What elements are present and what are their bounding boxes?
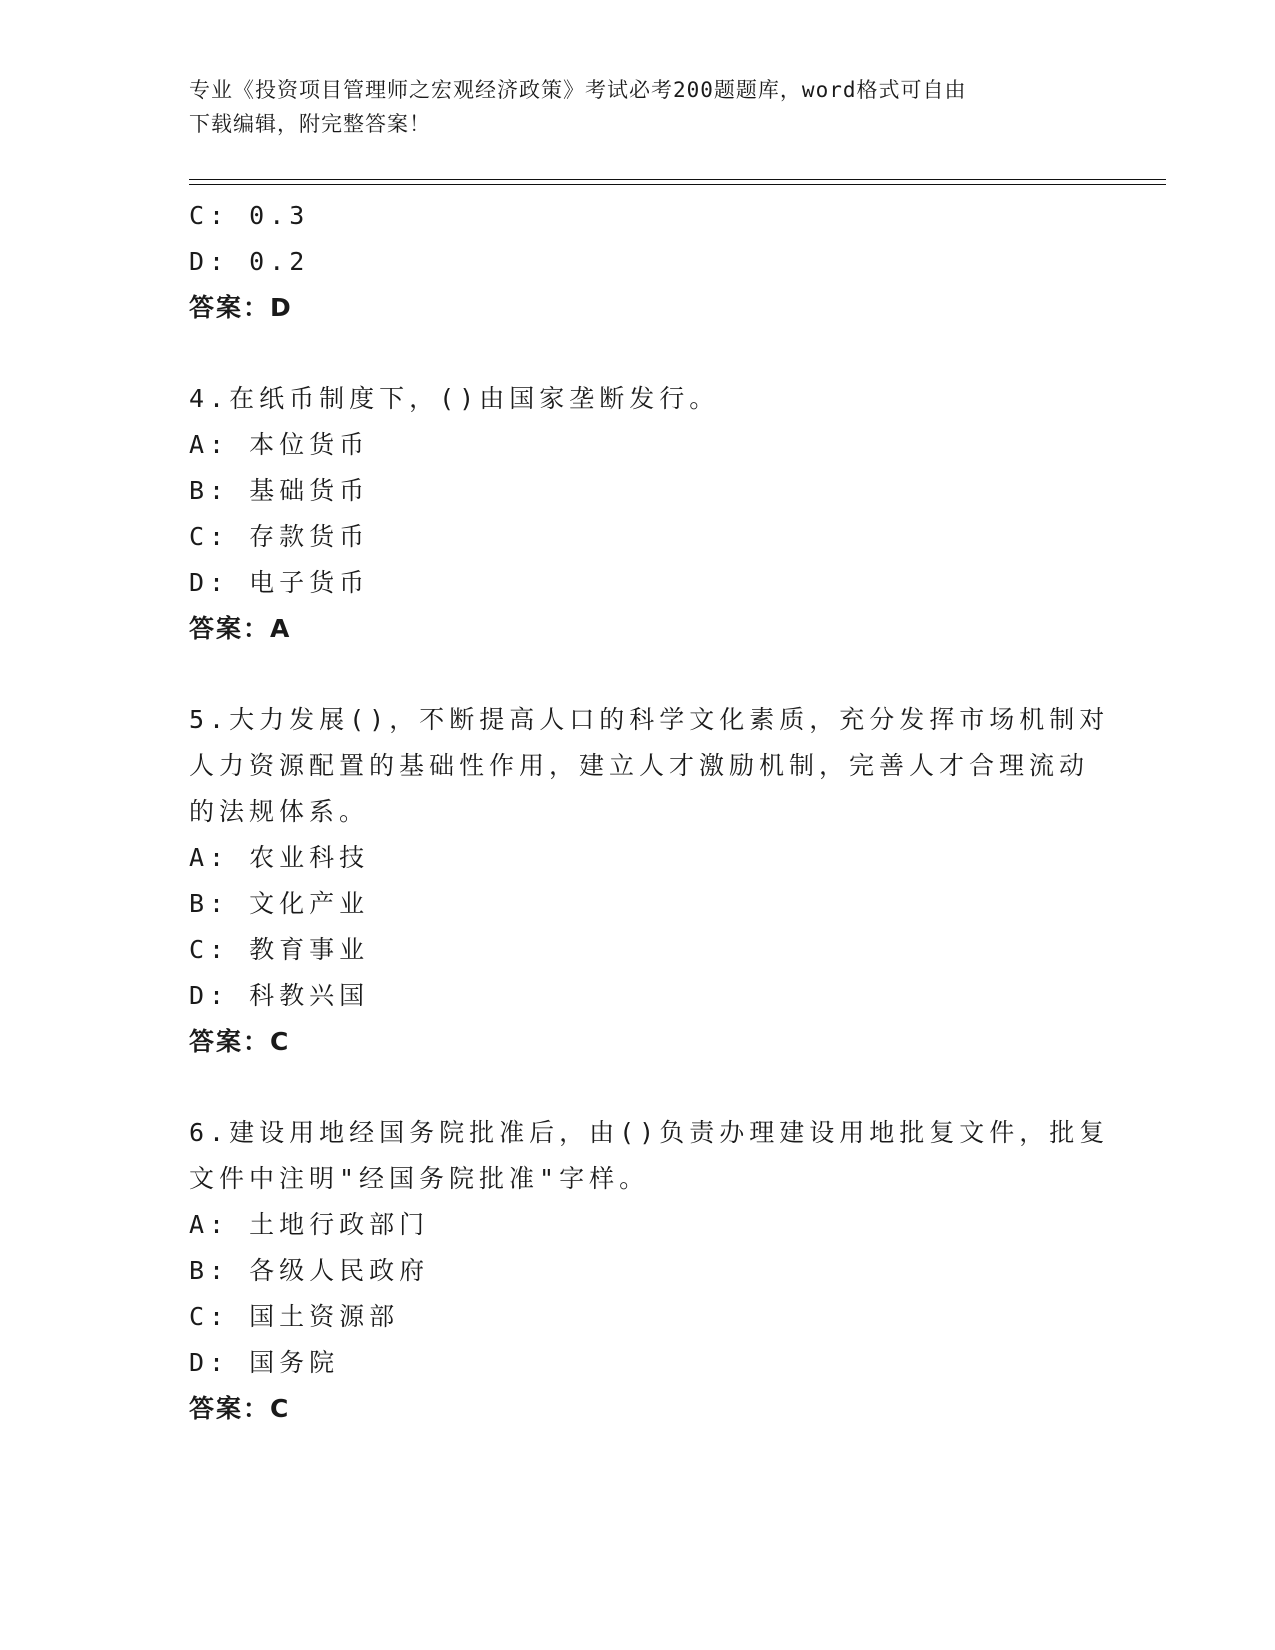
question-text: 人力资源配置的基础性作用，建立人才激励机制，完善人才合理流动 (189, 751, 1090, 780)
question-continued (189, 193, 1089, 331)
option-b: B: 基础货币 (189, 476, 370, 505)
option-d: D: 国务院 (189, 1348, 340, 1377)
question-text: 6.建设用地经国务院批准后，由()负责办理建设用地批复文件，批复 (189, 1118, 1110, 1147)
option-d: D: 电子货币 (189, 568, 370, 597)
option-c: C: 存款货币 (189, 522, 370, 551)
option-b: B: 文化产业 (189, 889, 370, 918)
option-c: C: 教育事业 (189, 935, 370, 964)
question-4 (189, 376, 1089, 652)
document-header (189, 73, 1089, 141)
question-list (189, 193, 1110, 1432)
answer-line: 答案：C (189, 1394, 291, 1423)
header-divider (189, 179, 1166, 180)
option-c: C: 国土资源部 (189, 1302, 400, 1331)
question-5 (189, 697, 1110, 1065)
question-text: 5.大力发展()，不断提高人口的科学文化素质，充分发挥市场机制对 (189, 705, 1110, 734)
question-text: 的法规体系。 (189, 797, 370, 826)
option-d: D: 科教兴国 (189, 981, 370, 1010)
option-a: A: 农业科技 (189, 843, 370, 872)
question-text: 4.在纸币制度下，()由国家垄断发行。 (189, 384, 720, 413)
option-a: A: 土地行政部门 (189, 1210, 430, 1239)
option-c: C: 0.3 (189, 201, 310, 230)
header-divider (189, 184, 1166, 185)
answer-line: 答案：C (189, 1027, 291, 1056)
option-d: D: 0.2 (189, 247, 310, 276)
header-line: 专业《投资项目管理师之宏观经济政策》考试必考200题题库，word格式可自由 (189, 78, 967, 102)
answer-line: 答案：D (189, 293, 293, 322)
question-text: 文件中注明"经国务院批准"字样。 (189, 1164, 650, 1193)
question-6 (189, 1110, 1110, 1432)
answer-line: 答案：A (189, 614, 292, 643)
option-b: B: 各级人民政府 (189, 1256, 430, 1285)
option-a: A: 本位货币 (189, 430, 370, 459)
header-line: 下载编辑，附完整答案！ (189, 112, 431, 136)
